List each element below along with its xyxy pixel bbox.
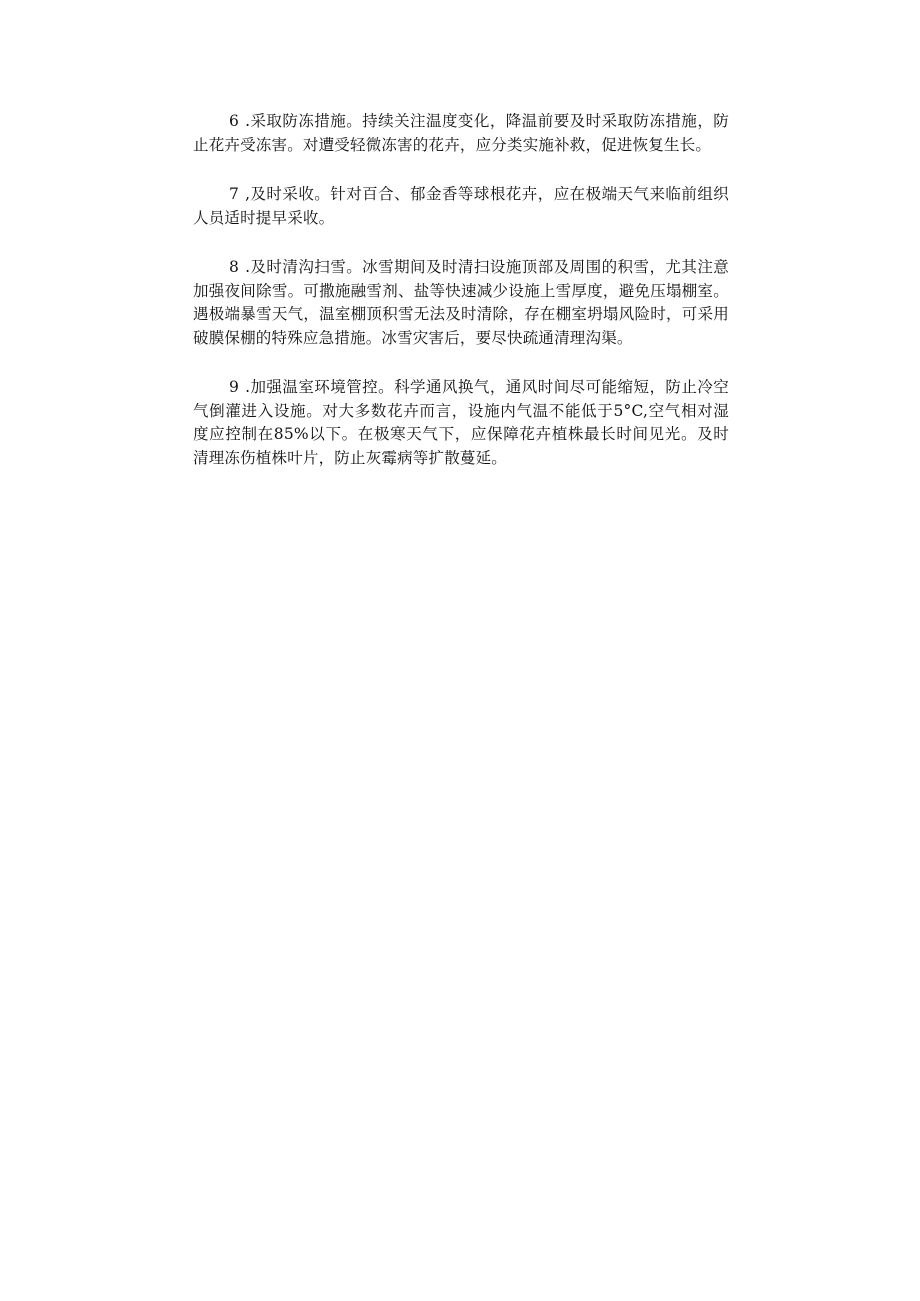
paragraph-6 (193, 110, 729, 157)
paragraph-9 (193, 376, 729, 470)
paragraph-text: .及时清沟扫雪。冰雪期间及时清扫设施顶部及周围的积雪，尤其注意加强夜间除雪。可撒施融雪剂、盐等快速减少设施上雪厚度，避免压塌棚室。遇极端暴雪天气，温室棚顶积雪无法及时清除，存在棚室坍塌风险时，可采用破膜保棚的特殊应急措施。冰雪灾害后，要尽快疏通清理沟渠。 (193, 258, 729, 347)
paragraph-number: 8 (229, 258, 240, 276)
paragraph-number: 7 (229, 185, 240, 203)
document-body (193, 110, 729, 496)
paragraph-text: ,及时采收。针对百合、郁金香等球根花卉，应在极端天气来临前组织人员适时提早采收。 (193, 185, 729, 227)
paragraph-8 (193, 256, 729, 350)
paragraph-text: .加强温室环境管控。科学通风换气，通风时间尽可能缩短，防止冷空气倒灌进入设施。对大多数花卉而言，设施内气温不能低于5°C,空气相对湿度应控制在85%以下。在极寒天气下，应保障花卉植株最长时间见光。及时清理冻伤植株叶片，防止灰霉病等扩散蔓延。 (193, 378, 729, 467)
paragraph-number: 9 (229, 378, 240, 396)
paragraph-text: .采取防冻措施。持续关注温度变化，降温前要及时采取防冻措施，防止花卉受冻害。对遭受轻微冻害的花卉，应分类实施补救，促进恢复生长。 (193, 112, 729, 154)
paragraph-7 (193, 183, 729, 230)
paragraph-number: 6 (229, 112, 240, 130)
